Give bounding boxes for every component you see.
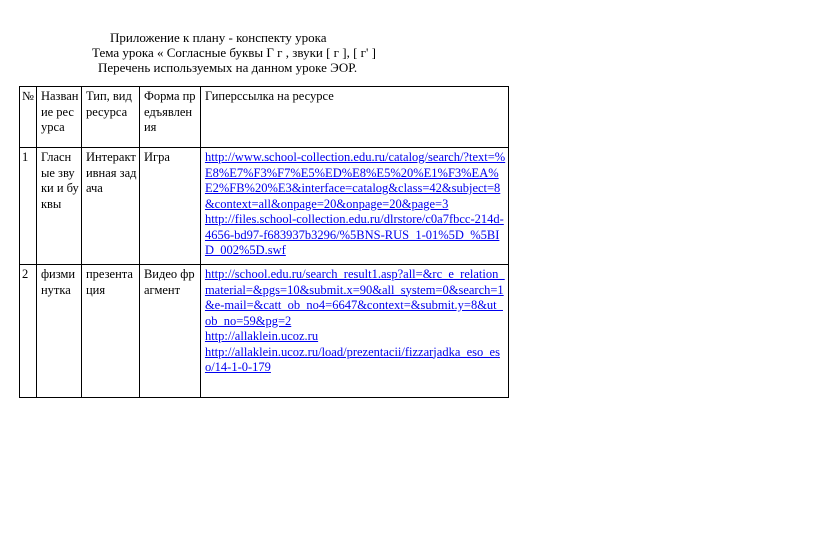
resource-name: физминутка bbox=[36, 265, 81, 398]
resource-link[interactable]: http://school.edu.ru/search_result1.asp?all=&rc_e_relation_material=&pgs=10&submit.x=90&all_system=0&search=1&e-mail=&catt_ob_no4=6647&context=&submit.y=8&ut_ob_no=59&pg=2 bbox=[204, 267, 505, 328]
lesson-topic: Тема урока « Согласные буквы Г г , звуки [ г ], [ г' ] bbox=[92, 45, 376, 60]
col-header-type: Тип, вид ресурса bbox=[81, 87, 139, 148]
resource-link[interactable]: http://files.school-collection.edu.ru/dlrstore/c0a7fbcc-214d-4656-bd97-f683937b3296/%5BNS-RUS_1-01%5D_%5BID_002%5D.swf bbox=[204, 212, 504, 257]
resource-list-title: Перечень используемых на данном уроке ЭОР. bbox=[98, 60, 358, 75]
resource-links bbox=[200, 265, 508, 398]
resource-type: Интерактивная задача bbox=[81, 148, 139, 265]
resource-link[interactable]: http://allaklein.ucoz.ru bbox=[204, 329, 319, 343]
header-line-1: Приложение к плану - конспекту урока bbox=[110, 30, 327, 45]
row-number: 1 bbox=[20, 148, 37, 265]
col-header-link: Гиперссылка на ресурсе bbox=[200, 87, 508, 148]
table-row bbox=[20, 265, 509, 398]
col-header-name: Название ресурса bbox=[36, 87, 81, 148]
row-number: 2 bbox=[20, 265, 37, 398]
table-row bbox=[20, 148, 509, 265]
col-header-form: Форма предъявления bbox=[139, 87, 200, 148]
resource-name: Гласные звуки и буквы bbox=[36, 148, 81, 265]
resource-form: Видео фрагмент bbox=[139, 265, 200, 398]
resource-form: Игра bbox=[139, 148, 200, 265]
resource-type: презентация bbox=[81, 265, 139, 398]
resource-links bbox=[200, 148, 508, 265]
resource-link[interactable]: http://allaklein.ucoz.ru/load/prezentacii/fizzarjadka_eso_eso/14-1-0-179 bbox=[204, 344, 500, 374]
resource-link[interactable]: http://www.school-collection.edu.ru/catalog/search/?text=%E8%E7%F3%F7%E5%ED%E8%E5%20%E1%F3%EA%E2%FB%20%E3&interface=catalog&class=42&subject=8&context=all&onpage=20&onpage=20&page=3 bbox=[204, 150, 506, 211]
col-header-number: № bbox=[20, 87, 37, 148]
table-header-row bbox=[20, 87, 509, 148]
resources-table bbox=[19, 86, 509, 398]
